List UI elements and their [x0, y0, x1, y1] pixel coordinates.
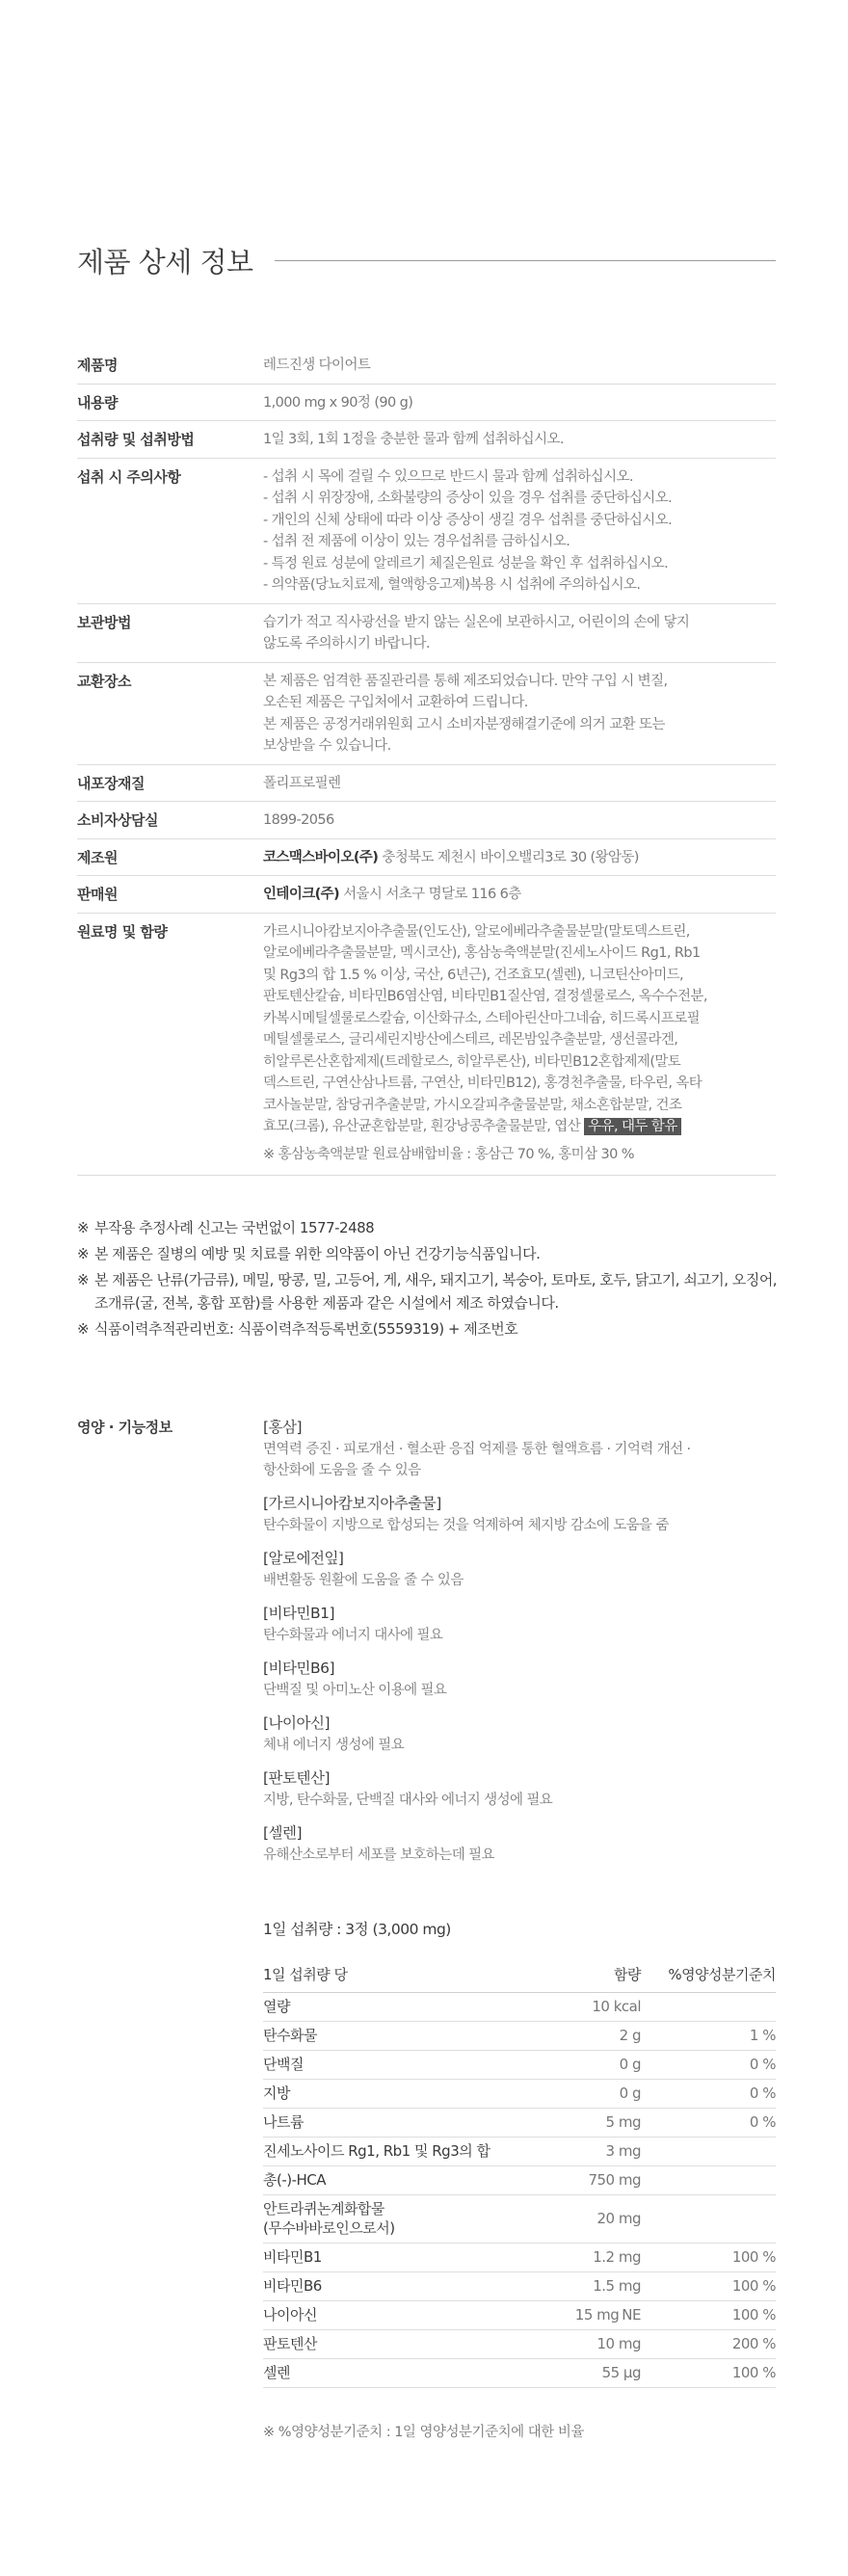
spec-value-line: 1,000 mg x 90정 (90 g): [263, 394, 413, 411]
notice-mark: ※: [77, 1320, 90, 1338]
notice-mark: ※: [77, 1245, 90, 1262]
table-row: [263, 2359, 776, 2388]
spec-row: [77, 347, 776, 385]
nutrient-name-line: 비타민B6: [263, 2277, 322, 2295]
nutrient-amount: [544, 2080, 641, 2109]
nutrient-daily-value: [641, 2166, 776, 2195]
function-title: [가르시니아캄보지아추출물]: [263, 1495, 441, 1512]
table-row: [263, 2330, 776, 2359]
notice-text: 부작용 추정사례 신고는 국번없이 1577-2488: [94, 1219, 375, 1236]
spec-value-line: - 섭취 시 위장장애, 소화불량의 증상이 있을 경우 섭취를 중단하십시오.: [263, 491, 673, 506]
ingredient-line: 가르시니아캄보지아추출물(인도산), 알로에베라추출물분말(말토덱스트린,: [263, 923, 690, 940]
nutrient-amount-value: 55 μg: [601, 2364, 641, 2381]
function-title: [비타민B1]: [263, 1605, 335, 1622]
nutrient-amount: [544, 2330, 641, 2359]
nutrient-name: [263, 2359, 544, 2388]
header-amount: 함량: [544, 1958, 641, 1993]
manufacturer-name: 코스맥스바이오(주): [263, 849, 379, 865]
ingredient-line: 히알루론산혼합제제(트레할로스, 히알루론산), 비타민B12혼합제제(말토: [263, 1053, 681, 1070]
nutrient-name-line: (무수바바로인으로서): [263, 2219, 395, 2237]
nutrient-name-line: 나트륨: [263, 2113, 304, 2131]
notice-list: [77, 1216, 790, 1343]
notice-mark: ※: [77, 1219, 90, 1236]
nutrient-name: [263, 2080, 544, 2109]
nutrient-amount-value: 15 mg: [574, 2306, 620, 2324]
spec-label: 교환장소: [77, 672, 131, 690]
function-title: [비타민B6]: [263, 1660, 335, 1677]
notice-item: [77, 1317, 790, 1341]
function-desc: 체내 에너지 생성에 필요: [263, 1738, 405, 1753]
ingredient-line: 효모(크롬), 유산균혼합분말, 흰강낭콩추출물분말, 엽산: [263, 1119, 581, 1134]
table-row: [263, 2109, 776, 2138]
seller-address: 서울시 서초구 명달로 116 6층: [343, 887, 521, 902]
spec-row: [77, 385, 776, 422]
ingredient-line: 카복시메틸셀룰로스칼슘, 이산화규소, 스테아린산마그네슘, 히드록시프로필: [263, 1010, 701, 1026]
spec-row: [77, 765, 776, 803]
nutrient-amount-value: 0 g: [619, 2056, 641, 2073]
nutrient-name: [263, 2138, 544, 2166]
nutrient-name: [263, 2244, 544, 2272]
nutrient-daily-value: 100 %: [641, 2359, 776, 2388]
nutrient-amount: [544, 2301, 641, 2330]
function-title: [홍삼]: [263, 1419, 303, 1436]
spec-value-line: 레드진생 다이어트: [263, 358, 371, 373]
function-title: [나이아신]: [263, 1714, 330, 1732]
ingredient-note: ※ 홍삼농축액분말 원료삼배합비율 : 홍삼근 70 %, 홍미삼 30 %: [263, 1146, 634, 1162]
header-per-intake: 1일 섭취량 당: [263, 1958, 544, 1993]
function-item: [263, 1822, 776, 1866]
nutrient-name-line: 진세노사이드 Rg1, Rb1 및 Rg3의 합: [263, 2142, 490, 2160]
ingredient-line: 판토텐산칼슘, 비타민B6염산염, 비타민B1질산염, 결정셀룰로스, 옥수수전분,: [263, 989, 707, 1004]
spec-row: [77, 802, 776, 839]
spec-label: 소비자상담실: [77, 811, 158, 829]
function-desc: 단백질 및 아미노산 이용에 필요: [263, 1683, 447, 1698]
spec-value-line: - 섭취 전 제품에 이상이 있는 경우섭취를 금하십시오.: [263, 534, 570, 549]
function-desc: 면역력 증진 · 피로개선 · 혈소판 응집 억제를 통한 혈액흐름 · 기억력 개선 ·: [263, 1442, 691, 1457]
nutrient-name: [263, 2109, 544, 2138]
nutrient-amount: [544, 2109, 641, 2138]
spec-value-line: 폴리프로필렌: [263, 775, 341, 791]
table-row: [263, 2022, 776, 2051]
function-desc: 탄수화물이 지방으로 합성되는 것을 억제하여 체지방 감소에 도움을 줌: [263, 1518, 669, 1533]
ingredient-line: 덱스트린, 구연산삼나트륨, 구연산, 비타민B12), 홍경천추출물, 타우린, 옥타: [263, 1076, 702, 1091]
spec-label: 내용량: [77, 393, 118, 412]
nutrient-amount-value: 5 mg: [605, 2113, 641, 2131]
nutrient-name-line: 열량: [263, 1998, 290, 2015]
notice-item: [77, 1268, 790, 1315]
nutrient-amount: [544, 1993, 641, 2022]
spec-value: [263, 429, 776, 451]
nutrient-amount: [544, 2138, 641, 2166]
spec-value: [263, 612, 776, 655]
ingredient-line: 및 Rg3의 합 1.5 % 이상, 국산, 6년근), 건조효모(셀렌), 니코틴산아미드,: [263, 967, 684, 983]
notice-item: [77, 1216, 790, 1239]
page-title: 제품 상세 정보: [77, 245, 253, 279]
nutrient-amount-value: 1.5 mg: [593, 2277, 641, 2295]
function-desc: 유해산소로부터 세포를 보호하는데 필요: [263, 1847, 494, 1863]
function-desc: 항산화에 도움을 줄 수 있음: [263, 1463, 421, 1478]
spec-label: 제품명: [77, 357, 118, 374]
spec-label: 섭취량 및 섭취방법: [77, 431, 195, 448]
table-row: [263, 2138, 776, 2166]
nutrient-amount-value: 750 mg: [588, 2171, 641, 2189]
spec-label: 보관방법: [77, 613, 131, 631]
header-daily-value: %영양성분기준치: [641, 1958, 776, 1993]
nutrient-daily-value: 0 %: [641, 2080, 776, 2109]
nutrient-name-line: 비타민B1: [263, 2248, 322, 2266]
ingredient-line: 알로에베라추출물분말, 멕시코산), 홍삼농축액분말(진세노사이드 Rg1, Rb1: [263, 945, 701, 961]
notice-mark: ※: [77, 1271, 90, 1288]
nutrient-daily-value: 100 %: [641, 2272, 776, 2301]
nutrient-name: [263, 2330, 544, 2359]
nutrient-name-line: 셀렌: [263, 2364, 290, 2381]
nutrition-table-header: [263, 1958, 776, 1993]
spec-row: [77, 663, 776, 765]
nutrient-amount-unit: NE: [622, 2306, 641, 2324]
nutrient-amount-value: 10 mg: [596, 2335, 641, 2352]
nutrient-name: [263, 2051, 544, 2080]
table-row: [263, 2301, 776, 2330]
nutrient-daily-value: 100 %: [641, 2244, 776, 2272]
manufacturer-address: 충청북도 제천시 바이오밸리3로 30 (왕암동): [382, 849, 639, 865]
nutrition-table: [263, 1958, 776, 2388]
nutrient-amount-value: 2 g: [619, 2027, 641, 2044]
nutrition-footnote: ※ %영양성분기준치 : 1일 영양성분기준치에 대한 비율: [263, 2425, 584, 2440]
spec-value-line: 1일 3회, 1회 1정을 충분한 물과 함께 섭취하십시오.: [263, 432, 564, 447]
spec-value: [263, 392, 776, 414]
function-desc: 지방, 탄수화물, 단백질 대사와 에너지 생성에 필요: [263, 1793, 553, 1808]
spec-value: [263, 884, 776, 906]
spec-value-line: - 특정 원료 성분에 알레르기 체질은원료 성분을 확인 후 섭취하십시오.: [263, 555, 669, 571]
nutrient-name-line: 총(-)-HCA: [263, 2171, 327, 2189]
table-row: [263, 2166, 776, 2195]
nutrient-name-line: 단백질: [263, 2056, 304, 2073]
function-item: [263, 1417, 776, 1481]
spec-label: 섭취 시 주의사항: [77, 467, 181, 486]
function-title: [판토텐산]: [263, 1769, 330, 1787]
nutrient-name: [263, 2301, 544, 2330]
nutrient-amount: [544, 2051, 641, 2080]
notice-text: 본 제품은 난류(가금류), 메밀, 땅콩, 밀, 고등어, 게, 새우, 돼지고기, 복숭아, 토마토, 호두, 닭고기, 쇠고기, 오징어, 조개류(굴, 전복, 홍합 포함)를 사용한 제품과 같은 시설에서 제조 하였습니다.: [94, 1271, 778, 1312]
spec-value-line: 보상받을 수 있습니다.: [263, 738, 391, 754]
nutrient-name: [263, 2195, 544, 2244]
function-desc: 탄수화물과 에너지 대사에 필요: [263, 1628, 443, 1643]
spec-value-line: 않도록 주의하시기 바랍니다.: [263, 636, 430, 651]
spec-value: [263, 847, 776, 869]
seller-name: 인테이크(주): [263, 887, 340, 902]
spec-label: 제조원: [77, 848, 118, 866]
daily-intake: 1일 섭취량 : 3정 (3,000 mg): [263, 1921, 451, 1938]
spec-value: [263, 810, 776, 832]
function-title: [알로에전잎]: [263, 1550, 344, 1567]
notice-item: [77, 1242, 790, 1265]
notice-text: 본 제품은 질병의 예방 및 치료를 위한 의약품이 아닌 건강기능식품입니다.: [94, 1245, 541, 1262]
table-row: [263, 2244, 776, 2272]
spec-label: 내포장재질: [77, 774, 145, 792]
nutrient-name: [263, 2166, 544, 2195]
nutrient-name: [263, 2272, 544, 2301]
nutrient-name-line: 나이아신: [263, 2306, 317, 2324]
nutrient-name-line: 안트라퀴논계화합물: [263, 2200, 384, 2217]
spec-row-ingredients: [77, 914, 776, 1177]
nutrient-amount: [544, 2195, 641, 2244]
table-row: [263, 2080, 776, 2109]
nutrient-amount-value: 20 mg: [596, 2210, 641, 2227]
ingredient-last-line: [263, 1116, 776, 1138]
function-title: [셀렌]: [263, 1824, 303, 1842]
nutrient-amount: [544, 2359, 641, 2388]
spec-value: [263, 466, 776, 597]
nutrient-name-line: 판토텐산: [263, 2335, 317, 2352]
function-item: [263, 1713, 776, 1756]
spec-value: [263, 355, 776, 377]
spec-value: [263, 773, 776, 795]
function-item: [263, 1493, 776, 1536]
nutrient-daily-value: [641, 1993, 776, 2022]
allergen-badge: 우유, 대두 함유: [584, 1118, 680, 1135]
spec-value-line: 오손된 제품은 구입처에서 교환하여 드립니다.: [263, 695, 528, 710]
nutrient-amount-value: 3 mg: [605, 2142, 641, 2160]
nutrient-name-line: 지방: [263, 2085, 290, 2102]
function-item: [263, 1548, 776, 1591]
nutrient-daily-value: 0 %: [641, 2109, 776, 2138]
function-item: [263, 1767, 776, 1811]
table-row: [263, 2195, 776, 2244]
spec-label: 판매원: [77, 886, 118, 903]
spec-value-line: 1899-2056: [263, 812, 334, 828]
nutrient-amount-value: 10 kcal: [592, 1998, 641, 2015]
nutrient-amount: [544, 2022, 641, 2051]
ingredient-line: 코사놀분말, 참당귀추출분말, 가시오갈피추출물분말, 채소혼합분말, 건조: [263, 1097, 682, 1113]
nutrient-daily-value: 0 %: [641, 2051, 776, 2080]
title-divider: [275, 260, 776, 261]
spec-row-seller: [77, 876, 776, 914]
nutrient-daily-value: [641, 2138, 776, 2166]
spec-label: 원료명 및 함량: [77, 922, 168, 941]
spec-value: [263, 921, 776, 1166]
nutrient-name-line: 탄수화물: [263, 2027, 317, 2044]
spec-row-manufacturer: [77, 839, 776, 877]
notice-text: 식품이력추적관리번호: 식품이력추적등록번호(5559319) + 제조번호: [94, 1320, 518, 1338]
spec-row: [77, 604, 776, 663]
function-desc: 배변활동 원활에 도움을 줄 수 있음: [263, 1573, 464, 1588]
table-row: [263, 1993, 776, 2022]
spec-value-line: 본 제품은 공정거래위원회 고시 소비자분쟁해결기준에 의거 교환 또는: [263, 716, 665, 732]
table-row: [263, 2051, 776, 2080]
nutrient-daily-value: 1 %: [641, 2022, 776, 2051]
function-item: [263, 1658, 776, 1701]
spec-value-line: - 섭취 시 목에 걸릴 수 있으므로 반드시 물과 함께 섭취하십시오.: [263, 468, 633, 485]
spec-value-line: - 개인의 신체 상태에 따라 이상 증상이 생길 경우 섭취를 중단하십시오.: [263, 512, 673, 528]
nutrient-daily-value: 200 %: [641, 2330, 776, 2359]
spec-row: [77, 421, 776, 459]
nutrient-amount: [544, 2272, 641, 2301]
nutrient-daily-value: [641, 2195, 776, 2244]
nutrition-label: 영양 · 기능정보: [77, 1419, 172, 1436]
spec-row: [77, 459, 776, 604]
nutrient-amount-value: 0 g: [619, 2085, 641, 2102]
spec-table: [77, 347, 776, 1176]
nutrient-daily-value: 100 %: [641, 2301, 776, 2330]
table-row: [263, 2272, 776, 2301]
nutrient-name: [263, 2022, 544, 2051]
spec-value-line: 본 제품은 엄격한 품질관리를 통해 제조되었습니다. 만약 구입 시 변질,: [263, 673, 668, 689]
spec-value: [263, 671, 776, 757]
nutrient-amount-value: 1.2 mg: [593, 2248, 641, 2266]
function-list: [263, 1417, 776, 1877]
spec-value-line: 습기가 적고 직사광선을 받지 않는 실온에 보관하시고, 어린이의 손에 닿지: [263, 614, 690, 630]
nutrient-amount: [544, 2244, 641, 2272]
ingredient-line: 메틸셀룰로스, 글리세린지방산에스테르, 레몬밤잎추출분말, 생선콜라겐,: [263, 1032, 678, 1048]
spec-value-line: - 의약품(당뇨치료제, 혈액항응고제)복용 시 섭취에 주의하십시오.: [263, 577, 641, 593]
nutrient-name: [263, 1993, 544, 2022]
nutrient-amount: [544, 2166, 641, 2195]
function-item: [263, 1603, 776, 1646]
page-header: [77, 231, 776, 289]
